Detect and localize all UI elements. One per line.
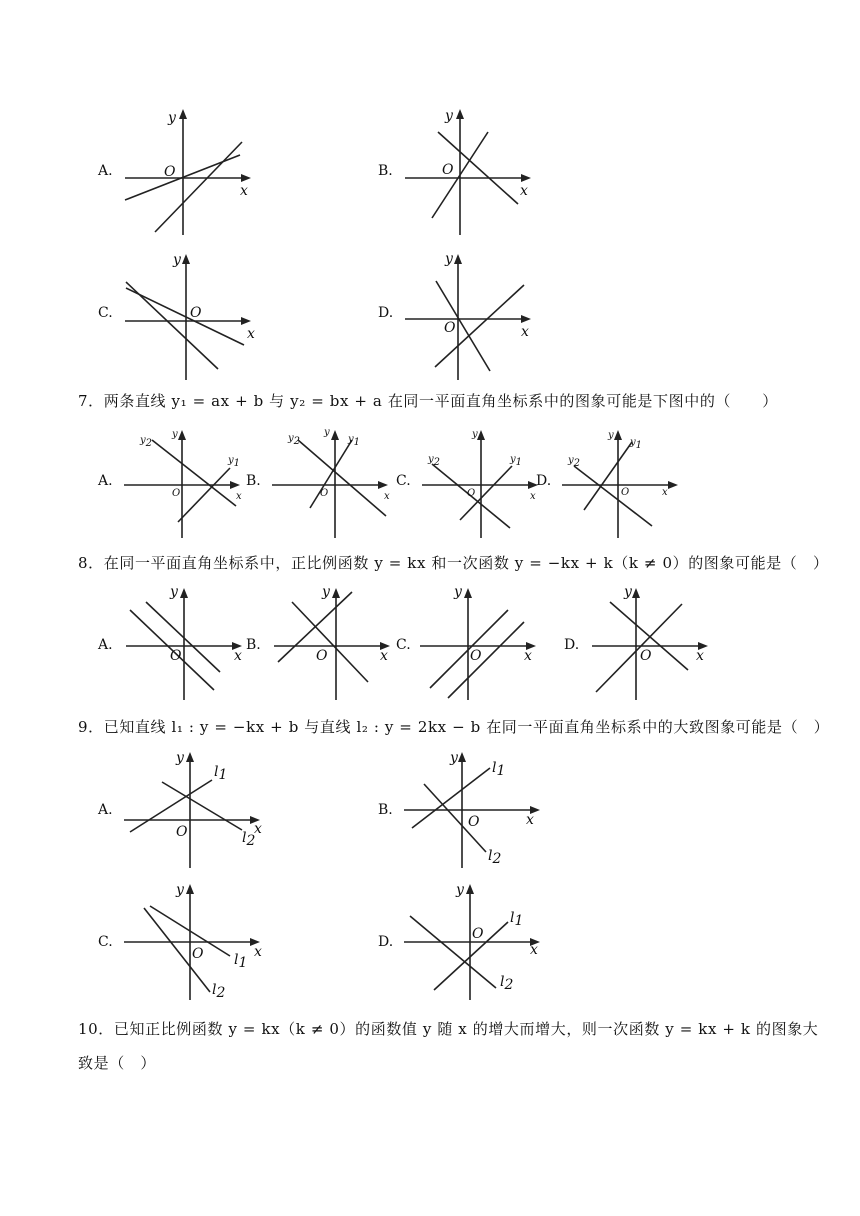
- question-9: [78, 716, 829, 737]
- question-text: 在同一平面直角坐标系中，正比例函数 y = kx 和一次函数 y = −kx + k（k ≠ 0）的图象可能是（ ）: [103, 554, 829, 572]
- question-10: [78, 1018, 818, 1039]
- question-7: [78, 390, 778, 411]
- origin-label: O: [467, 488, 476, 499]
- q9-option-a-label[interactable]: A.: [98, 802, 113, 818]
- graph-line: [162, 782, 242, 830]
- origin-label: O: [444, 320, 456, 336]
- q7-option-c-label[interactable]: C.: [396, 473, 411, 489]
- graph-line: [434, 922, 508, 990]
- y-label: y: [168, 110, 176, 126]
- x-label: x: [247, 326, 255, 342]
- y-label: y: [624, 584, 632, 600]
- question-number: 9．: [78, 718, 104, 736]
- graph-line: [152, 440, 236, 506]
- y-label: y: [456, 882, 464, 898]
- y-label: y: [608, 430, 614, 441]
- q9-graph-c[interactable]: [120, 880, 270, 1002]
- q8-option-c-label[interactable]: C.: [396, 637, 411, 653]
- question-number: 10．: [78, 1020, 114, 1038]
- q9-graph-a[interactable]: [120, 748, 270, 870]
- x-label: x: [384, 491, 390, 502]
- question-number: 8．: [78, 554, 104, 572]
- q9-graph-b[interactable]: [400, 748, 550, 870]
- y-label: y: [176, 882, 184, 898]
- q8-graph-c[interactable]: [416, 580, 546, 702]
- l1-label: l1: [510, 910, 524, 929]
- y-label: y: [445, 251, 453, 267]
- q6-option-d-label[interactable]: D.: [378, 305, 394, 321]
- q7-graph-d[interactable]: [558, 422, 688, 540]
- origin-label: O: [468, 814, 480, 830]
- q7-graph-a[interactable]: [120, 422, 250, 540]
- q6-graph-d[interactable]: [400, 245, 540, 385]
- x-label: x: [526, 812, 534, 828]
- origin-label: O: [320, 488, 329, 499]
- x-label: x: [662, 487, 668, 498]
- l2-label: l2: [500, 974, 514, 993]
- q7-graph-b[interactable]: [268, 422, 398, 540]
- origin-label: O: [470, 648, 482, 664]
- y-label: y: [170, 584, 178, 600]
- q7-option-d-label[interactable]: D.: [536, 473, 552, 489]
- y-label: y: [445, 108, 453, 124]
- y2-label: y2: [288, 433, 301, 447]
- q8-graph-b[interactable]: [270, 580, 400, 702]
- y-label: y: [324, 427, 330, 438]
- graph-line: [126, 288, 244, 345]
- origin-label: O: [621, 487, 630, 498]
- q8-graph-a[interactable]: [122, 580, 252, 702]
- x-label: x: [236, 491, 242, 502]
- y-label: y: [173, 252, 181, 268]
- x-label: x: [234, 648, 242, 664]
- q6-graph-b[interactable]: [400, 100, 540, 240]
- origin-label: O: [442, 162, 454, 178]
- q7-option-b-label[interactable]: B.: [246, 473, 261, 489]
- x-label: x: [530, 491, 536, 502]
- question-text: 两条直线 y₁ = ax + b 与 y₂ = bx + a 在同一平面直角坐标系中的图象可能是下图中的（ ）: [103, 392, 778, 410]
- graph-line: [448, 622, 524, 698]
- graph-line: [596, 604, 682, 692]
- origin-label: O: [164, 164, 176, 180]
- question-text: 已知直线 l₁ : y = −kx + b 与直线 l₂ : y = 2kx − b 在同一平面直角坐标系中的大致图象可能是（ ）: [103, 718, 830, 736]
- origin-label: O: [170, 648, 182, 664]
- q8-option-b-label[interactable]: B.: [246, 637, 261, 653]
- y-label: y: [322, 584, 330, 600]
- q6-option-b-label[interactable]: B.: [378, 163, 393, 179]
- y-label: y: [472, 429, 478, 440]
- y1-label: y1: [348, 434, 361, 448]
- origin-label: O: [176, 824, 188, 840]
- y2-label: y2: [568, 455, 581, 469]
- graph-line: [292, 602, 368, 682]
- graph-line: [584, 442, 632, 510]
- origin-label: O: [192, 946, 204, 962]
- q6-graph-a[interactable]: [120, 100, 260, 240]
- q8-option-a-label[interactable]: A.: [98, 637, 113, 653]
- graph-line: [310, 440, 352, 508]
- x-label: x: [380, 648, 388, 664]
- x-label: x: [254, 821, 262, 837]
- x-label: x: [240, 183, 248, 199]
- question-8: [78, 552, 829, 573]
- l2-label: l2: [212, 982, 226, 1001]
- q6-graph-c[interactable]: [120, 245, 260, 385]
- y-label: y: [454, 584, 462, 600]
- q7-graph-c[interactable]: [418, 422, 548, 540]
- origin-label: O: [316, 648, 328, 664]
- graph-line: [574, 466, 652, 526]
- q6-option-c-label[interactable]: C.: [98, 305, 113, 321]
- y-label: y: [172, 429, 178, 440]
- q9-option-d-label[interactable]: D.: [378, 934, 394, 950]
- q9-option-c-label[interactable]: C.: [98, 934, 113, 950]
- question-text-line1: 已知正比例函数 y = kx（k ≠ 0）的函数值 y 随 x 的增大而增大，则一次函数 y = kx + k 的图象大: [113, 1020, 819, 1038]
- l1-label: l1: [492, 760, 506, 779]
- q9-option-b-label[interactable]: B.: [378, 802, 393, 818]
- q8-graph-d[interactable]: [588, 580, 718, 702]
- y-label: y: [450, 750, 458, 766]
- l1-label: l1: [214, 764, 228, 783]
- origin-label: O: [640, 648, 652, 664]
- question-10-cont: [78, 1052, 156, 1073]
- y-label: y: [176, 750, 184, 766]
- question-text-line2: 致是（ ）: [78, 1054, 157, 1072]
- graph-line: [155, 142, 242, 232]
- y1-label: y1: [228, 455, 241, 469]
- x-label: x: [521, 324, 529, 340]
- q7-option-a-label[interactable]: A.: [98, 473, 113, 489]
- l2-label: l2: [488, 848, 502, 867]
- q8-option-d-label[interactable]: D.: [564, 637, 580, 653]
- y1-label: y1: [630, 437, 643, 451]
- y2-label: y2: [428, 454, 441, 468]
- x-label: x: [524, 648, 532, 664]
- x-label: x: [530, 942, 538, 958]
- question-number: 7．: [78, 392, 104, 410]
- q9-graph-d[interactable]: [400, 880, 550, 1002]
- origin-label: O: [172, 488, 181, 499]
- q6-option-a-label[interactable]: A.: [98, 163, 113, 179]
- origin-label: O: [190, 305, 202, 321]
- y1-label: y1: [510, 454, 523, 468]
- l1-label: l1: [234, 952, 248, 971]
- x-label: x: [696, 648, 704, 664]
- x-label: x: [254, 944, 262, 960]
- origin-label: O: [472, 926, 484, 942]
- y2-label: y2: [140, 435, 153, 449]
- x-label: x: [520, 183, 528, 199]
- l2-label: l2: [242, 830, 256, 849]
